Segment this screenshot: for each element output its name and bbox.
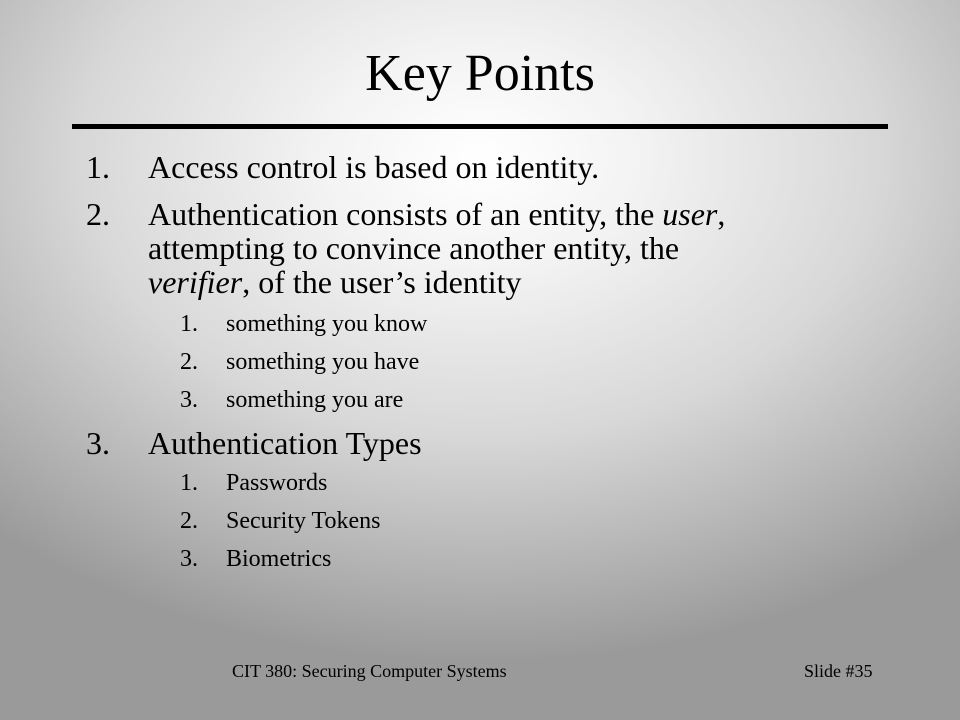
sub-item-number: 2. [180,508,198,534]
key-point-text: Access control is based on identity. [148,149,600,185]
sub-item-label: something you have [226,349,420,375]
key-point-number: 1. [86,149,110,185]
text-run: , [717,196,726,232]
text-run: Authentication consists of an entity, the [148,196,663,232]
key-point-text-line-3 [148,262,522,302]
sub-item-number: 2. [180,349,198,375]
emphasis-verifier: verifier [148,264,243,300]
emphasis-user: user [662,196,718,232]
title-divider [72,124,888,129]
sub-item-number: 3. [180,387,198,413]
sub-item-number: 1. [180,470,198,496]
sub-item-label: something you know [226,311,428,337]
footer-slide-number: Slide #35 [804,661,873,681]
key-point-text: Authentication Types [148,425,422,461]
sub-item-number: 1. [180,311,198,337]
key-point-number: 3. [86,425,110,461]
sub-item-number: 3. [180,546,198,572]
sub-item-label: Biometrics [226,546,332,572]
footer-course-title: CIT 380: Securing Computer Systems [232,661,507,681]
key-point-number: 2. [86,196,110,232]
key-point-text-line-2: attempting to convince another entity, the [148,230,680,266]
sub-item-label: Passwords [226,470,328,496]
text-run: , of the user’s identity [242,264,522,300]
sub-item-label: Security Tokens [226,508,381,534]
slide-title: Key Points [365,45,595,102]
sub-item-label: something you are [226,387,404,413]
